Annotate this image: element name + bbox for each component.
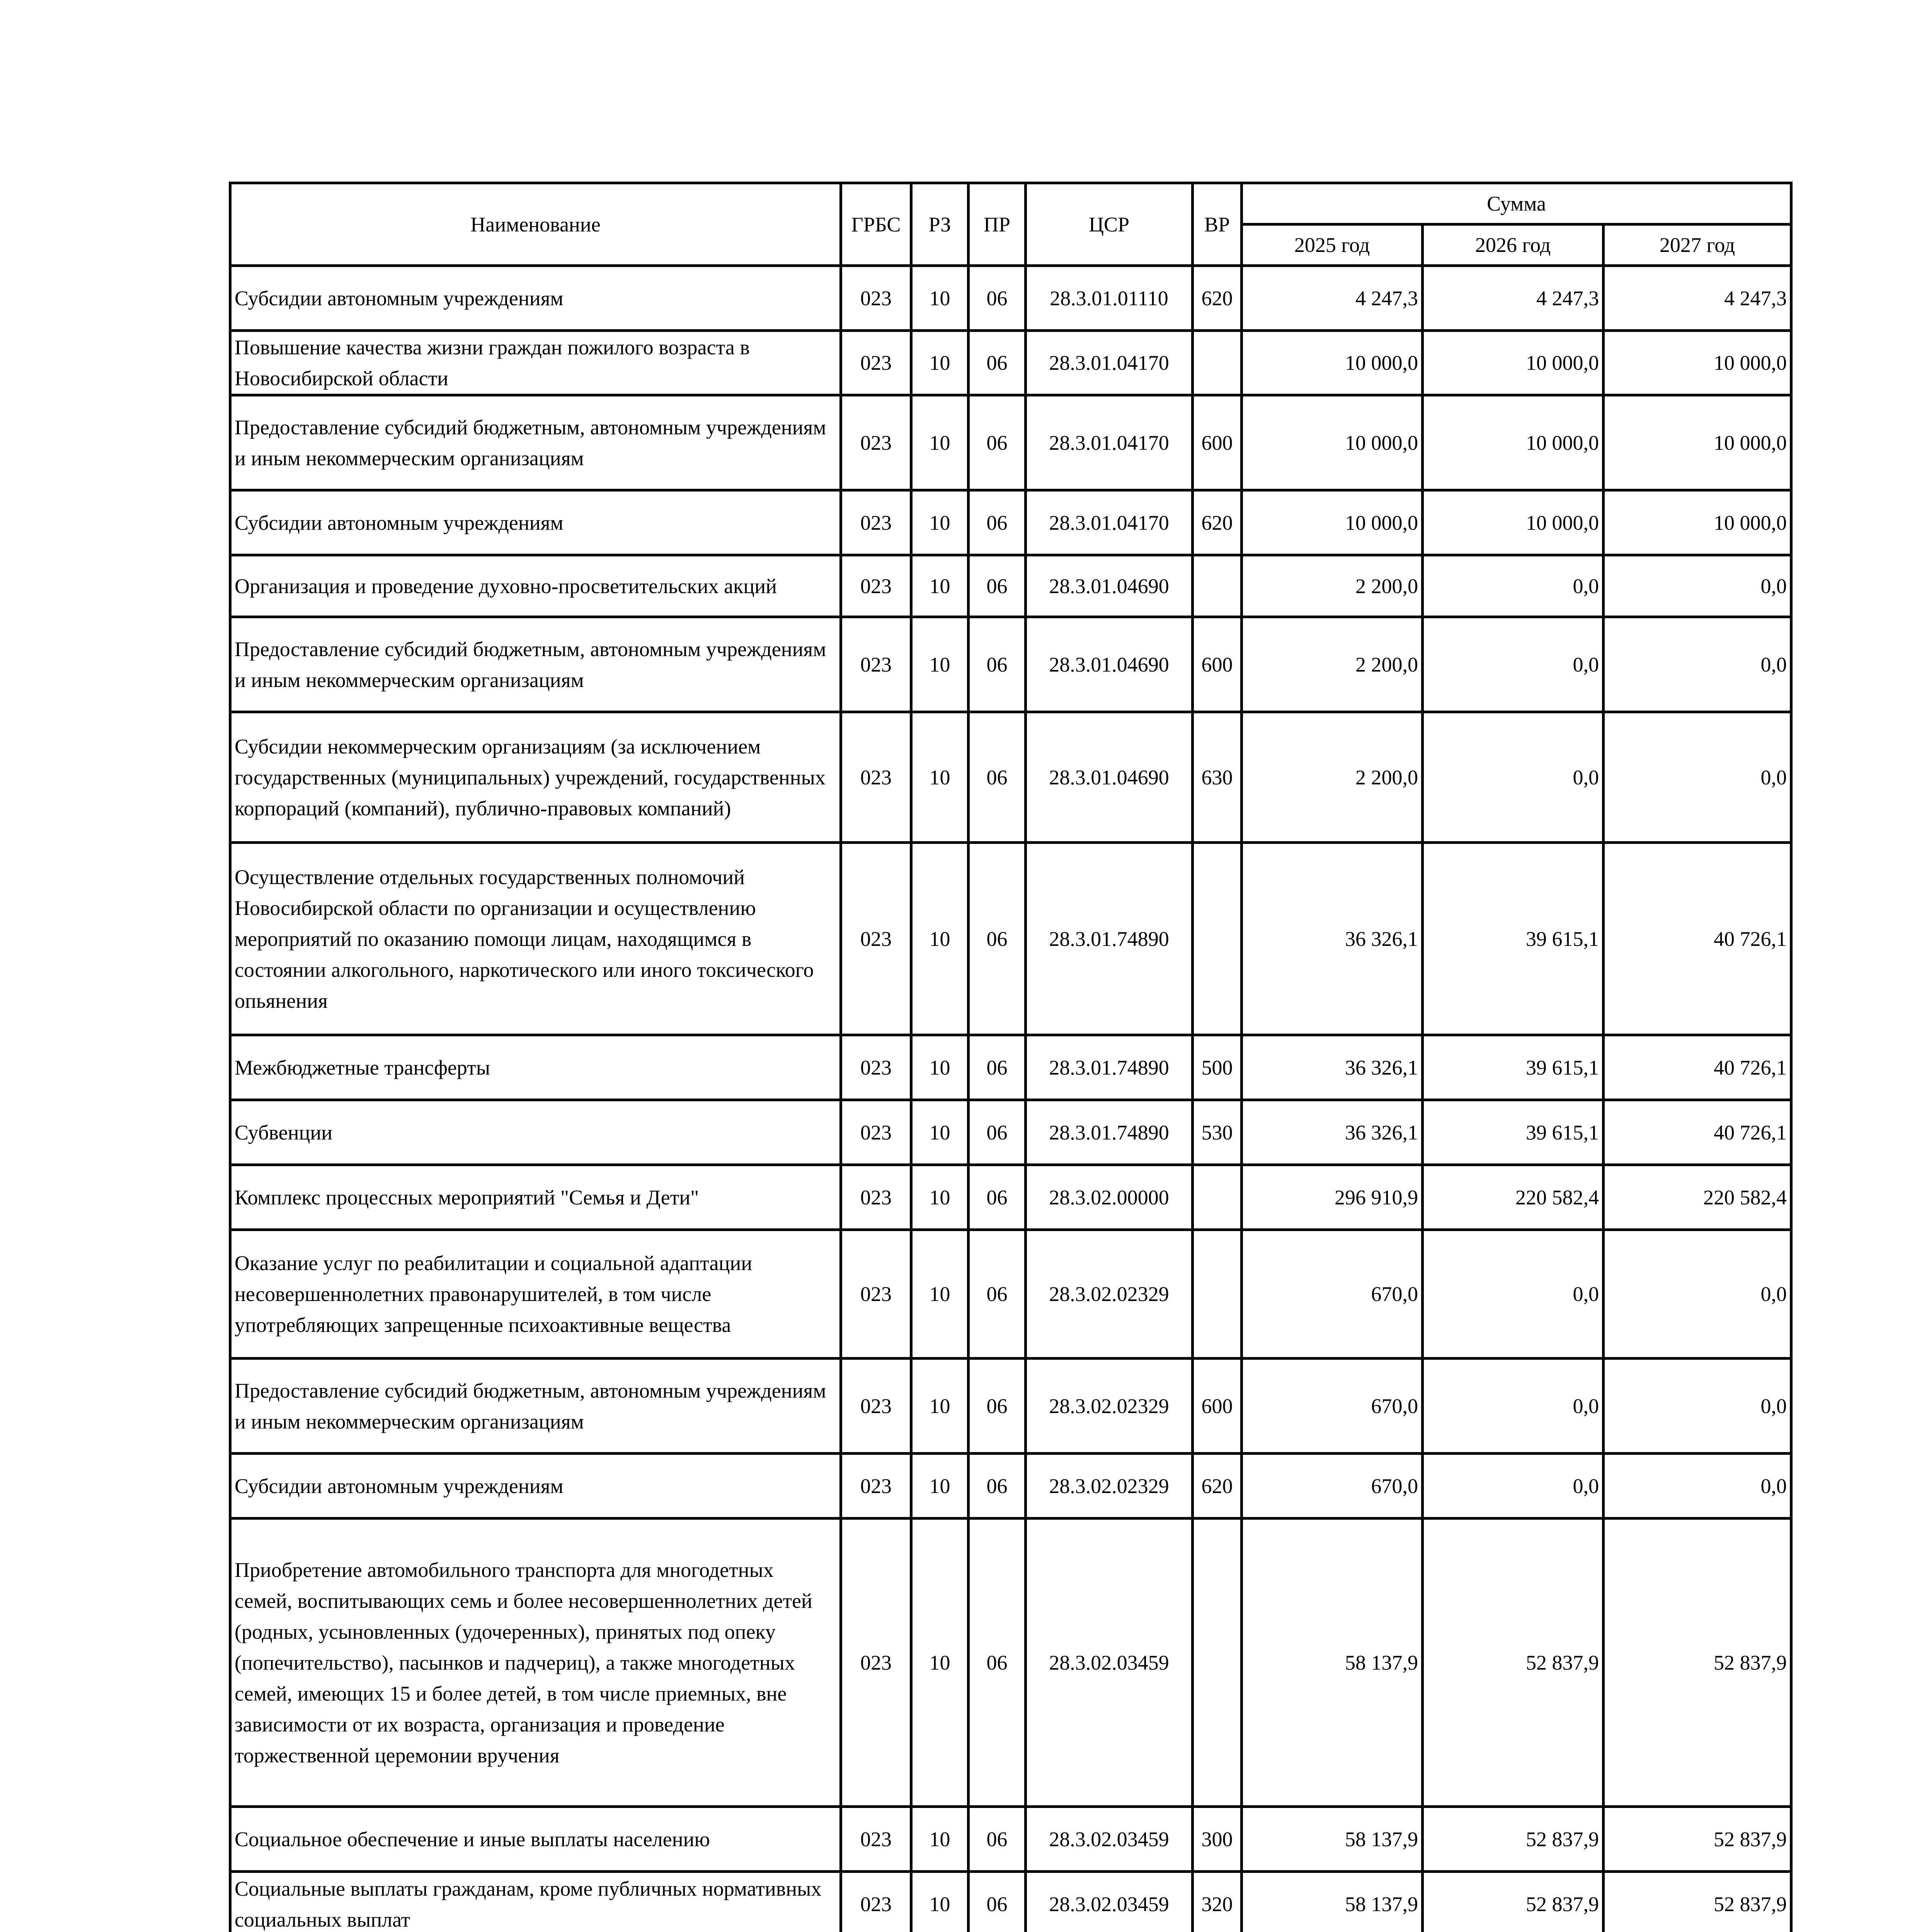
table-row [230, 1454, 1791, 1519]
cell-sum-2027: 52 837,9 [1604, 1519, 1791, 1807]
cell-sum-2025: 670,0 [1242, 1359, 1423, 1454]
cell-sum-2027: 0,0 [1604, 555, 1791, 617]
cell-rz: 10 [911, 490, 969, 555]
cell-pr: 06 [969, 1230, 1026, 1359]
cell-name: Предоставление субсидий бюджетным, автономным учреждениям и иным некоммерческим организациям [230, 1359, 841, 1454]
cell-sum-2026: 52 837,9 [1423, 1807, 1604, 1872]
cell-name: Предоставление субсидий бюджетным, автономным учреждениям и иным некоммерческим организациям [230, 395, 841, 490]
cell-grbs: 023 [841, 1230, 911, 1359]
cell-sum-2027: 40 726,1 [1604, 1100, 1791, 1165]
cell-pr: 06 [969, 266, 1026, 331]
cell-sum-2027: 52 837,9 [1604, 1872, 1791, 1932]
cell-sum-2025: 10 000,0 [1242, 395, 1423, 490]
cell-vr: 600 [1193, 395, 1242, 490]
cell-vr [1193, 331, 1242, 395]
cell-rz: 10 [911, 555, 969, 617]
cell-sum-2025: 296 910,9 [1242, 1165, 1423, 1230]
cell-name: Организация и проведение духовно-просветительских акций [230, 555, 841, 617]
cell-pr: 06 [969, 395, 1026, 490]
table-row [230, 1035, 1791, 1100]
table-header-row [230, 183, 1791, 224]
cell-sum-2026: 0,0 [1423, 617, 1604, 712]
cell-vr [1193, 1230, 1242, 1359]
cell-csr: 28.3.02.03459 [1026, 1807, 1193, 1872]
cell-sum-2027: 4 247,3 [1604, 266, 1791, 331]
cell-name: Повышение качества жизни граждан пожилого возраста в Новосибирской области [230, 331, 841, 395]
table-row [230, 1359, 1791, 1454]
cell-rz: 10 [911, 712, 969, 843]
cell-pr: 06 [969, 1454, 1026, 1519]
cell-sum-2027: 10 000,0 [1604, 395, 1791, 490]
cell-vr: 500 [1193, 1035, 1242, 1100]
cell-sum-2025: 2 200,0 [1242, 555, 1423, 617]
cell-grbs: 023 [841, 843, 911, 1035]
cell-sum-2025: 10 000,0 [1242, 490, 1423, 555]
cell-sum-2025: 36 326,1 [1242, 843, 1423, 1035]
cell-name: Приобретение автомобильного транспорта для многодетных семей, воспитывающих семь и более несовершеннолетних детей (родных, усыновленных (удочеренных), принятых под опеку (попечительство), пасынков и падчериц), а также многодетных семей, имеющих 15 и более детей, в том числе приемных, вне зависимости от их возраста, организация и проведение торжественной церемонии вручения [230, 1519, 841, 1807]
cell-rz: 10 [911, 1100, 969, 1165]
cell-rz: 10 [911, 1454, 969, 1519]
cell-csr: 28.3.01.74890 [1026, 1035, 1193, 1100]
cell-csr: 28.3.02.02329 [1026, 1230, 1193, 1359]
cell-vr: 600 [1193, 1359, 1242, 1454]
cell-grbs: 023 [841, 1454, 911, 1519]
cell-rz: 10 [911, 1230, 969, 1359]
cell-sum-2026: 52 837,9 [1423, 1519, 1604, 1807]
cell-name: Социальное обеспечение и иные выплаты населению [230, 1807, 841, 1872]
cell-grbs: 023 [841, 331, 911, 395]
table-row [230, 843, 1791, 1035]
cell-sum-2027: 52 837,9 [1604, 1807, 1791, 1872]
cell-csr: 28.3.01.04690 [1026, 555, 1193, 617]
cell-vr: 530 [1193, 1100, 1242, 1165]
table-body [230, 266, 1791, 1932]
cell-grbs: 023 [841, 1359, 911, 1454]
cell-pr: 06 [969, 843, 1026, 1035]
cell-sum-2026: 4 247,3 [1423, 266, 1604, 331]
cell-csr: 28.3.02.02329 [1026, 1359, 1193, 1454]
cell-grbs: 023 [841, 1807, 911, 1872]
cell-sum-2027: 0,0 [1604, 1230, 1791, 1359]
cell-name: Субсидии некоммерческим организациям (за исключением государственных (муниципальных) учреждений, государственных корпораций (компаний), публично-правовых компаний) [230, 712, 841, 843]
cell-pr: 06 [969, 490, 1026, 555]
cell-sum-2027: 0,0 [1604, 1454, 1791, 1519]
cell-pr: 06 [969, 331, 1026, 395]
cell-rz: 10 [911, 266, 969, 331]
cell-sum-2027: 0,0 [1604, 1359, 1791, 1454]
header-pr: ПР [969, 183, 1026, 266]
cell-csr: 28.3.01.04690 [1026, 712, 1193, 843]
cell-name: Субсидии автономным учреждениям [230, 266, 841, 331]
table-row [230, 1519, 1791, 1807]
header-year-2025: 2025 год [1242, 224, 1423, 266]
cell-name: Осуществление отдельных государственных полномочий Новосибирской области по организации и осуществлению мероприятий по оказанию помощи лицам, находящимся в состоянии алкогольного, наркотического или иного токсического опьянения [230, 843, 841, 1035]
cell-name: Межбюджетные трансферты [230, 1035, 841, 1100]
cell-name: Комплекс процессных мероприятий "Семья и Дети" [230, 1165, 841, 1230]
table-row [230, 266, 1791, 331]
cell-rz: 10 [911, 1807, 969, 1872]
cell-name: Субсидии автономным учреждениям [230, 1454, 841, 1519]
cell-csr: 28.3.01.04690 [1026, 617, 1193, 712]
cell-sum-2026: 39 615,1 [1423, 1035, 1604, 1100]
cell-pr: 06 [969, 1165, 1026, 1230]
cell-pr: 06 [969, 1100, 1026, 1165]
cell-name: Субсидии автономным учреждениям [230, 490, 841, 555]
cell-grbs: 023 [841, 555, 911, 617]
cell-rz: 10 [911, 1165, 969, 1230]
cell-grbs: 023 [841, 395, 911, 490]
cell-csr: 28.3.01.74890 [1026, 843, 1193, 1035]
cell-rz: 10 [911, 843, 969, 1035]
cell-sum-2027: 10 000,0 [1604, 490, 1791, 555]
table-row [230, 395, 1791, 490]
cell-grbs: 023 [841, 1100, 911, 1165]
cell-sum-2026: 10 000,0 [1423, 331, 1604, 395]
cell-grbs: 023 [841, 617, 911, 712]
cell-sum-2026: 10 000,0 [1423, 490, 1604, 555]
cell-pr: 06 [969, 1872, 1026, 1932]
cell-pr: 06 [969, 712, 1026, 843]
table-row [230, 331, 1791, 395]
cell-rz: 10 [911, 1035, 969, 1100]
cell-vr: 300 [1193, 1807, 1242, 1872]
cell-sum-2026: 220 582,4 [1423, 1165, 1604, 1230]
cell-sum-2027: 0,0 [1604, 617, 1791, 712]
cell-sum-2026: 52 837,9 [1423, 1872, 1604, 1932]
cell-rz: 10 [911, 617, 969, 712]
cell-vr [1193, 843, 1242, 1035]
cell-csr: 28.3.01.04170 [1026, 395, 1193, 490]
cell-grbs: 023 [841, 1872, 911, 1932]
cell-name: Социальные выплаты гражданам, кроме публичных нормативных социальных выплат [230, 1872, 841, 1932]
cell-sum-2025: 670,0 [1242, 1230, 1423, 1359]
cell-pr: 06 [969, 1807, 1026, 1872]
cell-sum-2026: 0,0 [1423, 555, 1604, 617]
cell-sum-2026: 0,0 [1423, 1454, 1604, 1519]
cell-vr [1193, 555, 1242, 617]
table-row [230, 555, 1791, 617]
cell-pr: 06 [969, 617, 1026, 712]
table-row [230, 617, 1791, 712]
cell-pr: 06 [969, 555, 1026, 617]
cell-csr: 28.3.01.01110 [1026, 266, 1193, 331]
header-name: Наименование [230, 183, 841, 266]
header-csr: ЦСР [1026, 183, 1193, 266]
cell-grbs: 023 [841, 712, 911, 843]
cell-pr: 06 [969, 1519, 1026, 1807]
header-grbs: ГРБС [841, 183, 911, 266]
cell-sum-2025: 10 000,0 [1242, 331, 1423, 395]
cell-grbs: 023 [841, 490, 911, 555]
cell-vr [1193, 1519, 1242, 1807]
table-row [230, 1807, 1791, 1872]
table-row [230, 1100, 1791, 1165]
cell-grbs: 023 [841, 1519, 911, 1807]
cell-csr: 28.3.02.02329 [1026, 1454, 1193, 1519]
cell-pr: 06 [969, 1359, 1026, 1454]
budget-table [229, 182, 1793, 1932]
cell-csr: 28.3.01.04170 [1026, 490, 1193, 555]
cell-name: Оказание услуг по реабилитации и социальной адаптации несовершеннолетних правонарушителей, в том числе употребляющих запрещенные психоактивные вещества [230, 1230, 841, 1359]
cell-sum-2026: 0,0 [1423, 1359, 1604, 1454]
table-row [230, 490, 1791, 555]
cell-sum-2026: 10 000,0 [1423, 395, 1604, 490]
cell-sum-2027: 10 000,0 [1604, 331, 1791, 395]
header-vr: ВР [1193, 183, 1242, 266]
table-row [230, 1165, 1791, 1230]
cell-csr: 28.3.02.03459 [1026, 1519, 1193, 1807]
cell-sum-2025: 58 137,9 [1242, 1872, 1423, 1932]
cell-sum-2025: 2 200,0 [1242, 617, 1423, 712]
cell-grbs: 023 [841, 1165, 911, 1230]
header-year-2026: 2026 год [1423, 224, 1604, 266]
header-rz: РЗ [911, 183, 969, 266]
header-year-2027: 2027 год [1604, 224, 1791, 266]
cell-vr: 320 [1193, 1872, 1242, 1932]
cell-csr: 28.3.02.00000 [1026, 1165, 1193, 1230]
cell-csr: 28.3.01.74890 [1026, 1100, 1193, 1165]
table-row [230, 1872, 1791, 1932]
table-row [230, 712, 1791, 843]
cell-rz: 10 [911, 331, 969, 395]
cell-sum-2025: 4 247,3 [1242, 266, 1423, 331]
cell-vr [1193, 1165, 1242, 1230]
table-row [230, 1230, 1791, 1359]
cell-pr: 06 [969, 1035, 1026, 1100]
cell-sum-2026: 0,0 [1423, 1230, 1604, 1359]
cell-sum-2026: 39 615,1 [1423, 843, 1604, 1035]
cell-csr: 28.3.02.03459 [1026, 1872, 1193, 1932]
cell-vr: 620 [1193, 490, 1242, 555]
cell-sum-2026: 0,0 [1423, 712, 1604, 843]
cell-sum-2025: 2 200,0 [1242, 712, 1423, 843]
cell-vr: 630 [1193, 712, 1242, 843]
cell-grbs: 023 [841, 266, 911, 331]
cell-csr: 28.3.01.04170 [1026, 331, 1193, 395]
cell-sum-2025: 58 137,9 [1242, 1807, 1423, 1872]
cell-grbs: 023 [841, 1035, 911, 1100]
cell-vr: 600 [1193, 617, 1242, 712]
cell-name: Субвенции [230, 1100, 841, 1165]
cell-rz: 10 [911, 1519, 969, 1807]
cell-sum-2027: 40 726,1 [1604, 1035, 1791, 1100]
cell-sum-2026: 39 615,1 [1423, 1100, 1604, 1165]
cell-sum-2027: 40 726,1 [1604, 843, 1791, 1035]
cell-rz: 10 [911, 1872, 969, 1932]
cell-rz: 10 [911, 395, 969, 490]
cell-sum-2027: 0,0 [1604, 712, 1791, 843]
cell-vr: 620 [1193, 1454, 1242, 1519]
cell-sum-2027: 220 582,4 [1604, 1165, 1791, 1230]
cell-vr: 620 [1193, 266, 1242, 331]
cell-name: Предоставление субсидий бюджетным, автономным учреждениям и иным некоммерческим организациям [230, 617, 841, 712]
cell-sum-2025: 36 326,1 [1242, 1035, 1423, 1100]
cell-rz: 10 [911, 1359, 969, 1454]
cell-sum-2025: 670,0 [1242, 1454, 1423, 1519]
cell-sum-2025: 58 137,9 [1242, 1519, 1423, 1807]
cell-sum-2025: 36 326,1 [1242, 1100, 1423, 1165]
header-sum: Сумма [1242, 183, 1791, 224]
